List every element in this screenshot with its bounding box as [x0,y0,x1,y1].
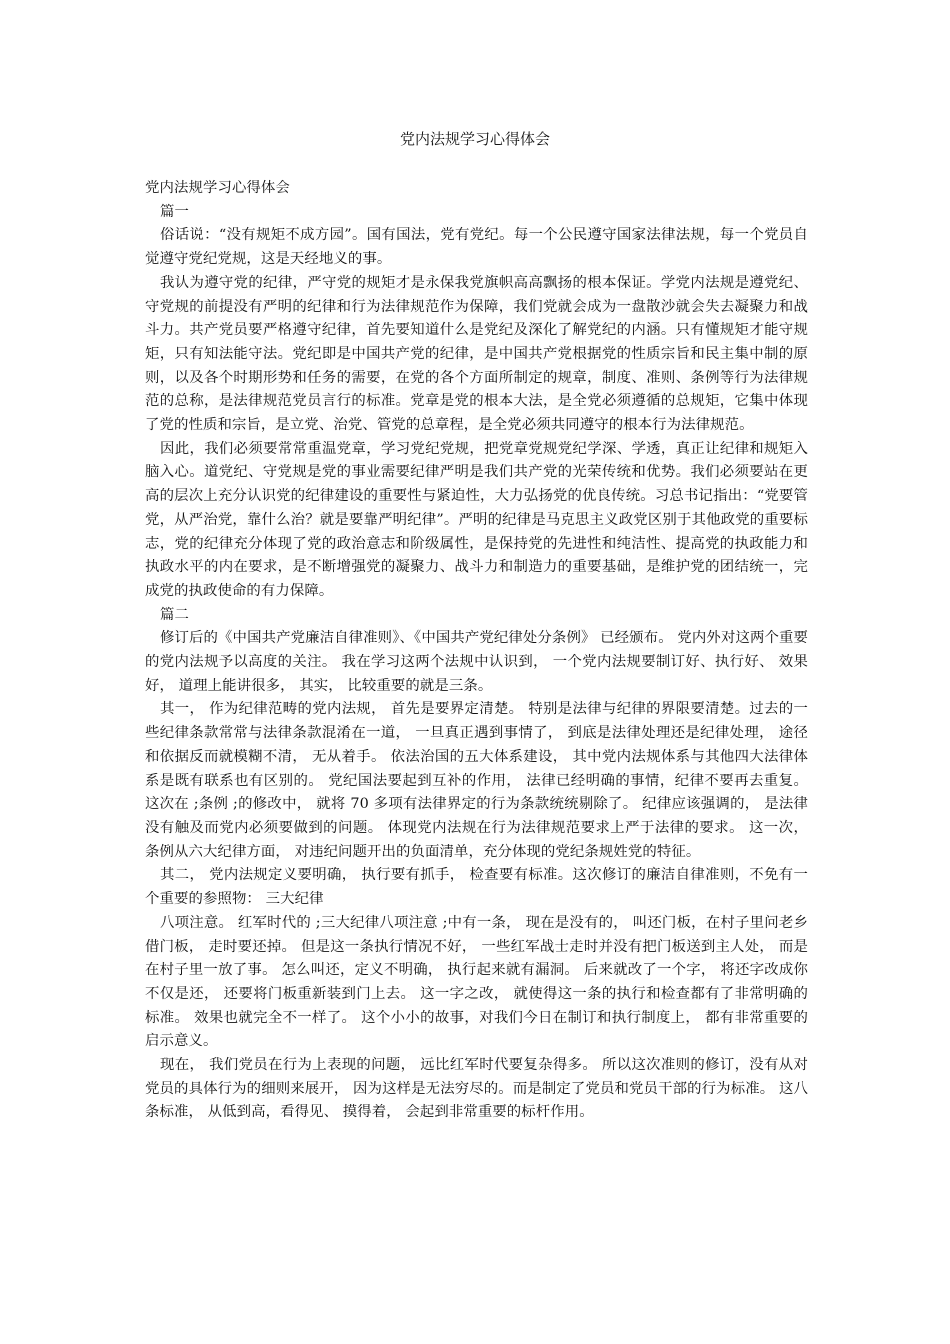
paragraph: 其一， 作为纪律范畴的党内法规， 首先是要界定清楚。 特别是法律与纪律的界限要清楚。过去的一些纪律条款常常与法律条款混淆在一道， 一旦真正遇到事情了， 到底是法律处理还是纪律处理， 途径和依据反而就模糊不清， 无从着手。 依法治国的五大体系建设， 其中党内法规体系与其他四大法律体系是既有联系也有区别的。 党纪国法要起到互补的作用， 法律已经明确的事情，纪律不要再去重复。 这次在 ;条例 ;的修改中， 就将 70 多项有法律界定的行为条款统统剔除了。 纪律应该强调的， 是法律没有触及而党内必须要做到的问题。 体现党内法规在行为法律规范要求上严于法律的要求。 这一次， 条例从六大纪律方面， 对违纪问题开出的负面清单，充分体现的党纪条规姓党的特征。 [145,701,808,860]
paragraph: 俗话说：“没有规矩不成方园”。国有国法，党有党纪。每一个公民遵守国家法律法规，每一个党员自觉遵守党纪党规，这是天经地义的事。 [145,227,808,268]
paragraph: 我认为遵守党的纪律，严守党的规矩才是永保我党旗帜高高飘扬的根本保证。学党内法规是遵党纪、守党规的前提没有严明的纪律和行为法律规范作为保障，我们党就会成为一盘散沙就会失去凝聚力和战斗力。共产党员要严格遵守纪律，首先要知道什么是党纪及深化了解党纪的内涵。只有懂规矩才能守规矩，只有知法能守法。党纪即是中国共产党的纪律，是中国共产党根据党的性质宗旨和民主集中制的原则，以及各个时期形势和任务的需要，在党的各个方面所制定的规章，制度、准则、条例等行为法律规范的总称，是法律规范党员言行的标准。党章是党的根本大法，是全党必须遵循的总规矩，它集中体现了党的性质和宗旨，是立党、治党、管党的总章程，是全党必须共同遵守的根本行为法律规范。 [145,274,808,434]
document-body [145,177,808,1125]
paragraph: 因此，我们必须要常常重温党章，学习党纪党规，把党章党规党纪学深、学透，真正让纪律和规矩入脑入心。道党纪、守党规是党的事业需要纪律严明是我们共产党的光荣传统和优势。我们必须要站在更高的层次上充分认识党的纪律建设的重要性与紧迫性，大力弘扬党的优良传统。习总书记指出：“党要管党，从严治党，靠什么治？就是要靠严明纪律”。严明的纪律是马克思主义政党区别于其他政党的重要标志，党的纪律充分体现了党的政治意志和阶级属性，是保持党的先进性和纯洁性、提高党的执政能力和执政水平的内在要求，是不断增强党的凝聚力、战斗力和制造力的重要基础，是维护党的团结统一，完成党的执政使命的有力保障。 [145,440,808,599]
paragraph: 修订后的《中国共产党廉洁自律准则》、《中国共产党纪律处分条例》 已经颁布。 党内外对这两个重要的党内法规予以高度的关注。 我在学习这两个法规中认识到， 一个党内法规要制订好、执行好、 效果好， 道理上能讲很多， 其实， 比较重要的就是三条。 [145,630,808,694]
paragraph: 其二， 党内法规定义要明确， 执行要有抓手， 检查要有标准。这次修订的廉洁自律准则，不免有一个重要的参照物： 三大纪律 [145,867,808,908]
section-label-part-one: 篇一 [160,203,189,220]
section-label-part-two: 篇二 [160,606,189,623]
section-heading: 党内法规学习心得体会 [145,180,290,196]
document-title: 党内法规学习心得体会 [399,130,550,148]
paragraph: 八项注意。 红军时代的 ;三大纪律八项注意 ;中有一条， 现在是没有的， 叫还门板，在村子里问老乡借门板， 走时要还掉。 但是这一条执行情况不好， 一些红军战士走时并没有把门板送到主人处， 而是在村子里一放了事。 怎么叫还，定义不明确， 执行起来就有漏洞。 后来就改了一个字， 将还字改成你不仅是还， 还要将门板重新装到门上去。 这一字之改， 就使得这一条的执行和检查都有了非常明确的标准。 效果也就完全不一样了。 这个小小的故事，对我们今日在制订和执行制度上， 都有非常重要的启示意义。 [145,914,808,1050]
paragraph: 现在， 我们党员在行为上表现的问题， 远比红军时代要复杂得多。 所以这次准则的修订，没有从对党员的具体行为的细则来展开， 因为这样是无法穷尽的。而是制定了党员和党员干部的行为标准。 这八条标准， 从低到高，看得见、 摸得着， 会起到非常重要的标杆作用。 [145,1057,808,1121]
